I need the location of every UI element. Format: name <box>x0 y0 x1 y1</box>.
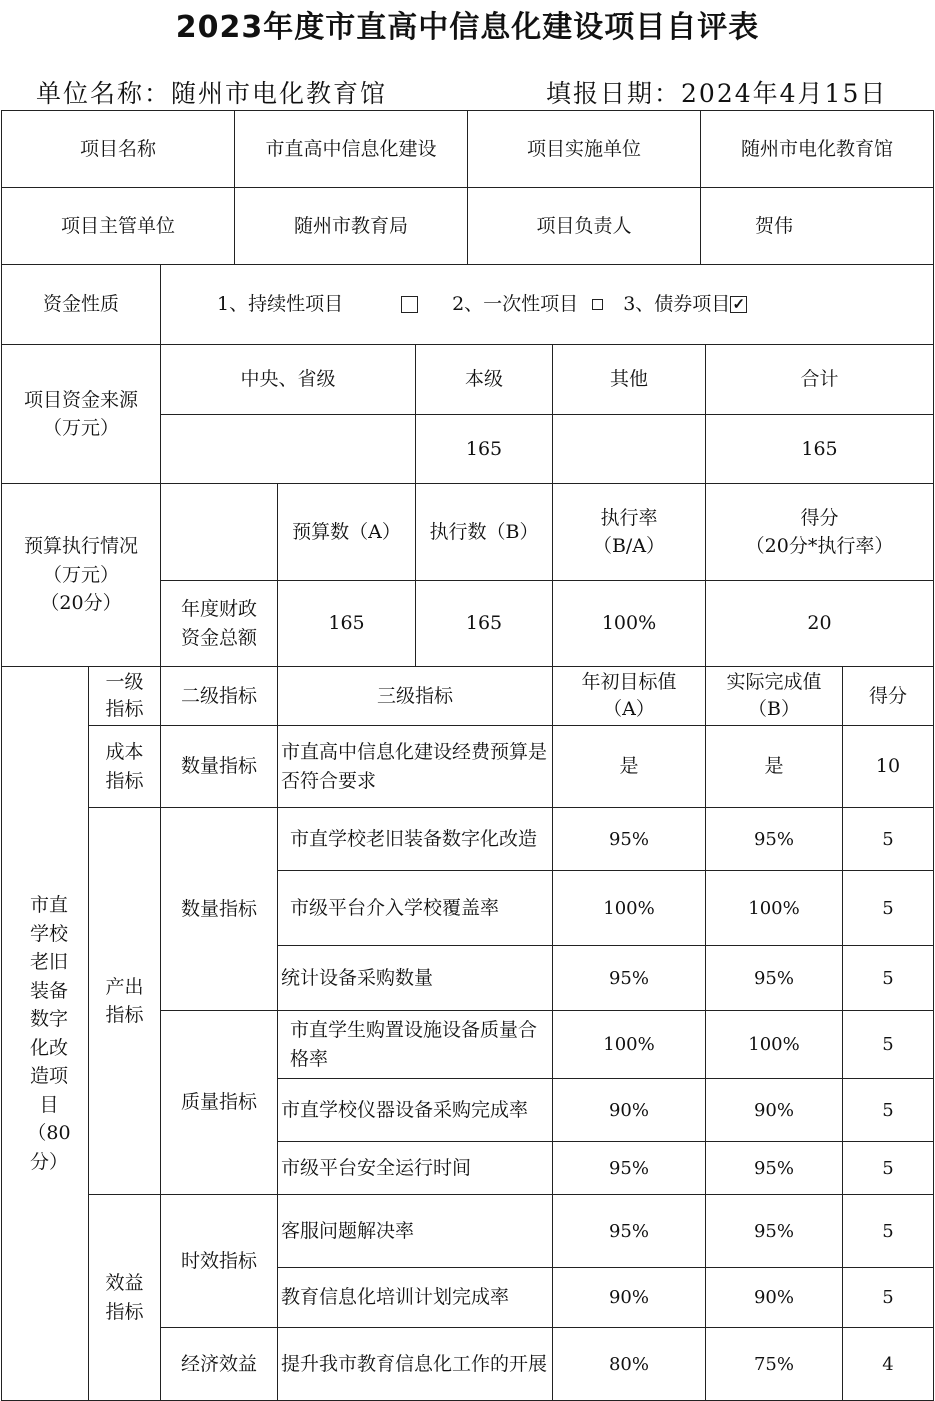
date-label: 填报日期： <box>546 79 682 108</box>
header-actual-line2: （B） <box>748 698 800 720</box>
leader-label: 项目负责人 <box>467 187 701 265</box>
unit-value: 随州市电化教育馆 <box>171 79 388 108</box>
check-icon: ✓ <box>732 295 746 313</box>
header-actual <box>705 666 843 726</box>
indicator-actual: 95% <box>705 1194 843 1268</box>
level1-output-line1: 产出 <box>105 975 144 998</box>
budget-header-rate-line1: 执行率 <box>600 506 658 529</box>
indicator-score: 5 <box>842 870 934 946</box>
header-target-line2: （A） <box>603 698 655 720</box>
fund-source-central <box>160 414 416 484</box>
fund-source-label-line2: （万元） <box>42 417 119 439</box>
date-line <box>546 74 887 110</box>
indicator-target: 95% <box>552 1194 706 1268</box>
level2-timeliness: 时效指标 <box>160 1194 278 1328</box>
indicator-target: 95% <box>552 1141 706 1195</box>
budget-header-score <box>705 483 934 581</box>
unit-label: 单位名称： <box>36 79 172 108</box>
level1-cost-line1: 成本 <box>105 741 144 763</box>
level2-quantity-cost: 数量指标 <box>160 725 278 808</box>
fund-source-header-other: 其他 <box>552 344 706 415</box>
level2-economic: 经济效益 <box>160 1327 278 1401</box>
indicator-target: 95% <box>552 945 706 1011</box>
indicator-actual: 90% <box>705 1267 843 1328</box>
indicator-target: 95% <box>552 807 706 871</box>
header-level1-line1: 一级 <box>105 671 144 694</box>
fund-source-header-local: 本级 <box>415 344 553 415</box>
indicator-name: 教育信息化培训计划完成率 <box>277 1267 553 1328</box>
header-level1 <box>88 666 161 726</box>
indicator-name: 市直学校老旧装备数字化改造 <box>277 807 553 871</box>
indicator-name: 市级平台介入学校覆盖率 <box>277 870 553 946</box>
budget-header-score-line1: 得分 <box>800 506 839 529</box>
indicator-score: 5 <box>842 1010 934 1079</box>
budget-header-score-line2: （20分*执行率） <box>745 535 894 557</box>
project-name-value: 市直高中信息化建设 <box>234 110 468 188</box>
indicator-score: 10 <box>842 725 934 808</box>
header-target <box>552 666 706 726</box>
unit-line <box>36 74 387 110</box>
checkbox-ongoing[interactable] <box>401 296 418 313</box>
impl-unit-value: 随州市电化教育馆 <box>700 110 934 188</box>
indicator-actual: 100% <box>705 870 843 946</box>
indicator-actual: 是 <box>705 725 843 808</box>
indicator-target: 100% <box>552 870 706 946</box>
date-value: 2024年4月15日 <box>681 79 888 108</box>
indicator-score: 5 <box>842 1194 934 1268</box>
project-name-label: 项目名称 <box>1 110 235 188</box>
fund-source-label-line1: 项目资金来源 <box>23 388 138 411</box>
indicator-name: 统计设备采购数量 <box>277 945 553 1011</box>
budget-value: 165 <box>277 580 416 667</box>
indicator-score: 5 <box>842 807 934 871</box>
budget-label-line3: （20分） <box>40 592 122 615</box>
indicator-name: 提升我市教育信息化工作的开展 <box>277 1327 553 1401</box>
budget-header-budget: 预算数（A） <box>277 483 416 581</box>
header-target-line1: 年初目标值 <box>581 671 677 694</box>
indicator-target: 是 <box>552 725 706 808</box>
impl-unit-label: 项目实施单位 <box>467 110 701 188</box>
header-actual-line1: 实际完成值 <box>726 671 822 694</box>
budget-label <box>1 483 161 667</box>
rate-value: 100% <box>552 580 706 667</box>
fund-nature-opt2: 2、一次性项目 <box>452 293 579 316</box>
level1-benefit <box>88 1194 161 1401</box>
admin-unit-value: 随州市教育局 <box>234 187 468 265</box>
indicator-target: 90% <box>552 1267 706 1328</box>
admin-unit-label: 项目主管单位 <box>1 187 235 265</box>
indicator-score: 5 <box>842 945 934 1011</box>
indicator-score: 5 <box>842 1078 934 1142</box>
budget-header-blank <box>160 483 278 581</box>
indicator-target: 90% <box>552 1078 706 1142</box>
leader-value: 贺伟 <box>700 187 934 265</box>
header-score: 得分 <box>842 666 934 726</box>
fund-nature-label: 资金性质 <box>1 264 161 345</box>
level1-output-line2: 指标 <box>105 1004 144 1026</box>
header-level2: 二级指标 <box>160 666 278 726</box>
fund-nature-opt3: 3、债券项目 <box>623 293 731 316</box>
indicator-target: 80% <box>552 1327 706 1401</box>
budget-header-rate-line2: （B/A） <box>592 535 666 557</box>
indicator-name: 市直学生购置设施设备质量合格率 <box>277 1010 553 1079</box>
indicator-score: 4 <box>842 1327 934 1401</box>
fund-source-label <box>1 344 161 484</box>
checkbox-bond[interactable] <box>730 296 747 313</box>
indicator-name: 市级平台安全运行时间 <box>277 1141 553 1195</box>
budget-label-line1: 预算执行情况 <box>23 535 138 558</box>
level1-cost-line2: 指标 <box>105 769 144 792</box>
fund-source-header-central: 中央、省级 <box>160 344 416 415</box>
budget-header-rate <box>552 483 706 581</box>
indicator-name: 市直学校仪器设备采购完成率 <box>277 1078 553 1142</box>
indicator-actual: 95% <box>705 945 843 1011</box>
fund-nature-opt1: 1、持续性项目 <box>217 293 344 316</box>
score-value: 20 <box>705 580 934 667</box>
budget-header-exec: 执行数（B） <box>415 483 553 581</box>
budget-row-label-line2: 资金总额 <box>180 626 257 649</box>
indicator-actual: 100% <box>705 1010 843 1079</box>
indicator-actual: 75% <box>705 1327 843 1401</box>
header-level3: 三级指标 <box>277 666 553 726</box>
indicator-name: 市直高中信息化建设经费预算是否符合要求 <box>277 725 553 808</box>
checkbox-onetime[interactable] <box>592 299 603 310</box>
level1-output <box>88 807 161 1195</box>
level1-cost <box>88 725 161 808</box>
level1-benefit-line2: 指标 <box>105 1300 144 1323</box>
fund-source-header-total: 合计 <box>705 344 934 415</box>
indicator-actual: 95% <box>705 807 843 871</box>
fund-source-other <box>552 414 706 484</box>
indicator-actual: 90% <box>705 1078 843 1142</box>
fund-nature-options <box>160 264 934 345</box>
budget-row-label-line1: 年度财政 <box>180 598 257 620</box>
indicator-name: 客服问题解决率 <box>277 1194 553 1268</box>
header-level1-line2: 指标 <box>105 698 144 720</box>
page-title: 2023年度市直高中信息化建设项目自评表 <box>175 10 760 45</box>
level2-quality: 质量指标 <box>160 1010 278 1195</box>
indicator-actual: 95% <box>705 1141 843 1195</box>
project-indicator-label: 市直学校老旧装备数字化改造项目（80分） <box>1 666 89 1401</box>
budget-row-label <box>160 580 278 667</box>
level1-benefit-line1: 效益 <box>105 1272 144 1294</box>
fund-source-local: 165 <box>415 414 553 484</box>
exec-value: 165 <box>415 580 553 667</box>
level2-quantity-output: 数量指标 <box>160 807 278 1011</box>
indicator-score: 5 <box>842 1141 934 1195</box>
fund-source-total: 165 <box>705 414 934 484</box>
budget-label-line2: （万元） <box>42 563 119 586</box>
indicator-score: 5 <box>842 1267 934 1328</box>
indicator-target: 100% <box>552 1010 706 1079</box>
